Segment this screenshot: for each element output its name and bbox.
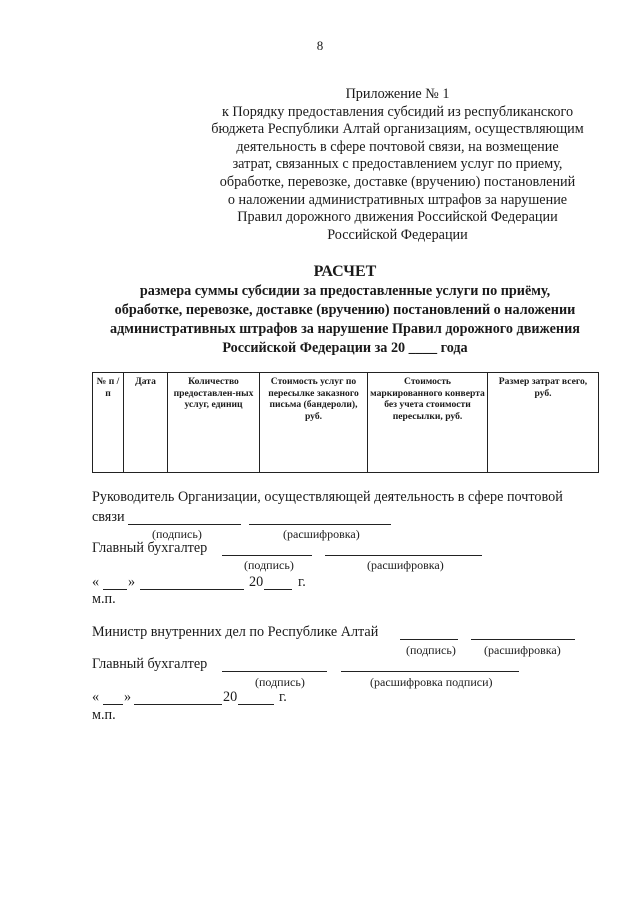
day-line [103, 589, 127, 590]
header-number: № п /п [93, 373, 124, 473]
year-suffix: г. [298, 574, 306, 590]
year-line [238, 704, 274, 705]
appendix-line: Российской Федерации [327, 226, 468, 243]
podpis-caption: (подпись) [406, 643, 456, 657]
header-total-cost: Размер затрат всего, руб. [488, 373, 599, 473]
title-line: Российской Федерации за 20 ____ года [222, 340, 468, 356]
appendix-line: обработке, перевозке, доставке (вручению) постановлений [219, 173, 576, 190]
appendix-line: о наложении административных штрафов за нарушение [227, 191, 568, 208]
podpis-caption: (подпись) [152, 527, 202, 541]
signature-line [222, 671, 327, 672]
signature-line [222, 555, 312, 556]
year-line [264, 589, 292, 590]
header-date: Дата [124, 373, 168, 473]
appendix-header [200, 86, 595, 244]
rasshifrovka-podpisi-caption: (расшифровка подписи) [370, 675, 493, 689]
date-quote-open: « [92, 689, 100, 705]
year-suffix: г. [279, 689, 287, 705]
stamp-place: м.п. [92, 591, 116, 607]
appendix-line: деятельность в сфере почтовой связи, на возмещение [236, 138, 559, 155]
chief-accountant-label: Главный бухгалтер [92, 540, 208, 556]
year-prefix: 20 [223, 689, 238, 705]
title-line: административных штрафов за нарушение Правил дорожного движения [110, 321, 580, 337]
appendix-line: к Порядку предоставления субсидий из республиканского [221, 103, 574, 120]
appendix-line: затрат, связанных с предоставлением услуг по приему, [232, 156, 563, 173]
title-line: обработке, перевозке, доставке (вручению) постановлений о наложении [114, 302, 576, 318]
decoding-line [249, 524, 391, 525]
day-line [103, 704, 123, 705]
head-org-label: Руководитель Организации, осуществляющей деятельность в сфере почтовой [92, 489, 563, 505]
rasshifrovka-caption: (расшифровка) [283, 527, 360, 541]
title-main: РАСЧЕТ [313, 263, 377, 280]
signature-line [400, 639, 458, 640]
rasshifrovka-caption: (расшифровка) [367, 558, 444, 572]
year-prefix: 20 [249, 574, 264, 590]
month-line [134, 704, 222, 705]
date-quote-close: » [124, 689, 132, 705]
title-line: размера суммы субсидии за предоставленные услуги по приёму, [139, 283, 551, 299]
document-title [80, 262, 610, 358]
appendix-line: Правил дорожного движения Российской Федерации [237, 209, 558, 226]
head-org-label-cont: связи [92, 509, 125, 525]
rasshifrovka-caption: (расшифровка) [484, 643, 561, 657]
minister-label: Министр внутренних дел по Республике Алтай [92, 624, 379, 640]
page-number: 8 [316, 38, 324, 53]
date-quote-close: » [128, 574, 136, 590]
month-line [140, 589, 244, 590]
podpis-caption: (подпись) [244, 558, 294, 572]
decoding-line [325, 555, 482, 556]
header-envelope-cost: Стоимость маркированного конверта без учета стоимости пересылки, руб. [368, 373, 488, 473]
chief-accountant-label: Главный бухгалтер [92, 656, 208, 672]
appendix-line: Приложение № 1 [345, 86, 450, 102]
podpis-caption: (подпись) [255, 675, 305, 689]
header-postage-cost: Стоимость услуг по пересылке заказного письма (бандероли), руб. [260, 373, 368, 473]
decoding-line [471, 639, 575, 640]
appendix-line: бюджета Республики Алтай организациям, осуществляющим [211, 121, 584, 138]
header-quantity: Количество предоставлен-ных услуг, единиц [168, 373, 260, 473]
decoding-line [341, 671, 519, 672]
stamp-place: м.п. [92, 707, 116, 723]
signature-line [128, 524, 241, 525]
calculation-table [92, 372, 599, 473]
date-quote-open: « [92, 574, 100, 590]
